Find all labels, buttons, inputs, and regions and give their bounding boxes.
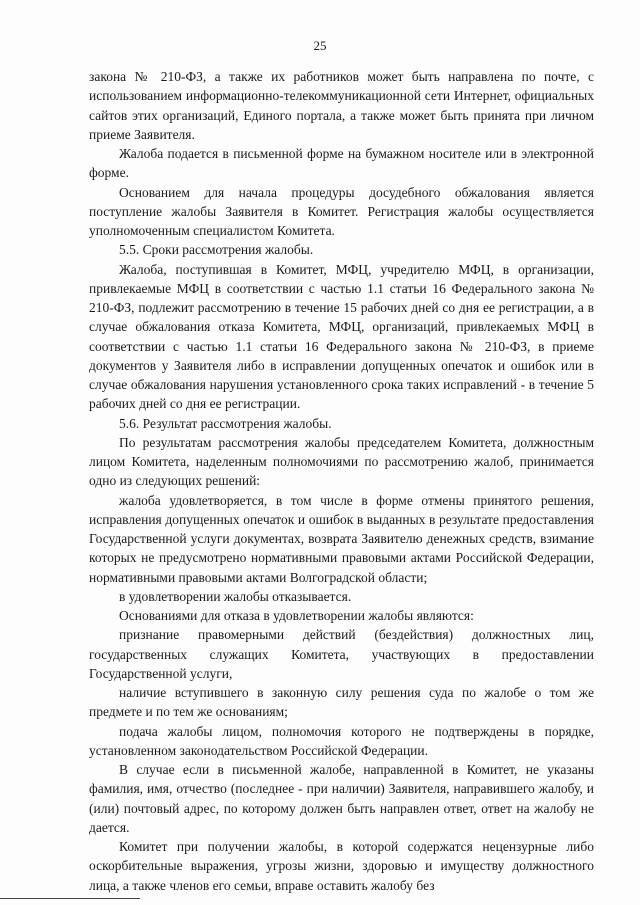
paragraph: В случае если в письменной жалобе, направленной в Комитет, не указаны фамилия, имя, отчество (последнее - при наличии) Заявителя, направившего жалобу, и (или) почтовый адрес, по которому должен быть направлен ответ, ответ на жалобу не дается. bbox=[89, 762, 594, 835]
list-item: жалоба удовлетворяется, в том числе в форме отмены принятого решения, исправления допущенных опечаток и ошибок в выданных в результате предоставления Государственной услуги документах, возврата Заявителю денежных средств, взимание которых не предусмотрено нормативными правовыми актами Российской Федерации, нормативными правовыми актами Волгоградской области; bbox=[89, 492, 594, 585]
list-item: признание правомерными действий (бездействия) должностных лиц, государственных служащих Комитета, участвующих в предоставлении Государственной услуги, bbox=[89, 627, 594, 681]
scan-edge-line bbox=[0, 898, 140, 899]
paragraph: Основанием для начала процедуры досудебного обжалования является поступление жалобы Заявителя в Комитет. Регистрация жалобы осуществляется уполномоченным специалистом Комитета. bbox=[89, 184, 594, 238]
paragraph: Комитет при получении жалобы, в которой содержатся нецензурные либо оскорбительные выражения, угрозы жизни, здоровью и имуществу должностного лица, а также членов его семьи, вправе оставить жалобу без bbox=[89, 839, 594, 893]
page-number: 25 bbox=[313, 38, 327, 53]
section-heading: 5.6. Результат рассмотрения жалобы. bbox=[119, 415, 332, 431]
paragraph: Жалоба, поступившая в Комитет, МФЦ, учредителю МФЦ, в организации, привлекаемые МФЦ в соответствии с частью 1.1 статьи 16 Федерального закона № 210-ФЗ, подлежит рассмотрению в течение 15 рабочих дней со дня ее регистрации, а в случае обжалования отказа Комитета, МФЦ, организаций, привлекаемых МФЦ в соответствии с частью 1.1 статьи 16 Федерального закона № 210-ФЗ, в приеме документов у Заявителя либо в исправлении допущенных опечаток и ошибок или в случае обжалования нарушения установленного срока таких исправлений - в течение 5 рабочих дней со дня ее регистрации. bbox=[89, 261, 594, 412]
paragraph: Основаниями для отказа в удовлетворении жалобы являются: bbox=[119, 608, 474, 623]
paragraph: По результатам рассмотрения жалобы председателем Комитета, должностным лицом Комитета, наделенным полномочиями по рассмотрению жалоб, принимается одно из следующих решений: bbox=[89, 434, 594, 489]
paragraph: закона № 210-ФЗ, а также их работников может быть направлена по почте, с использованием информационно-телекоммуникационной сети Интернет, официальных сайтов этих организаций, Единого портала, а также может быть принята при личном приеме Заявителя. bbox=[89, 69, 594, 142]
list-item: подача жалобы лицом, полномочия которого не подтверждены в порядке, установленном законодательством Российской Федерации. bbox=[89, 723, 594, 758]
list-item: в удовлетворении жалобы отказывается. bbox=[119, 588, 352, 604]
document-body bbox=[89, 67, 594, 895]
paragraph: Жалоба подается в письменной форме на бумажном носителе или в электронной форме. bbox=[89, 146, 594, 181]
section-heading: 5.5. Сроки рассмотрения жалобы. bbox=[119, 242, 314, 258]
list-item: наличие вступившего в законную силу решения суда по жалобе о том же предмете и по тем же основаниям; bbox=[89, 685, 594, 720]
